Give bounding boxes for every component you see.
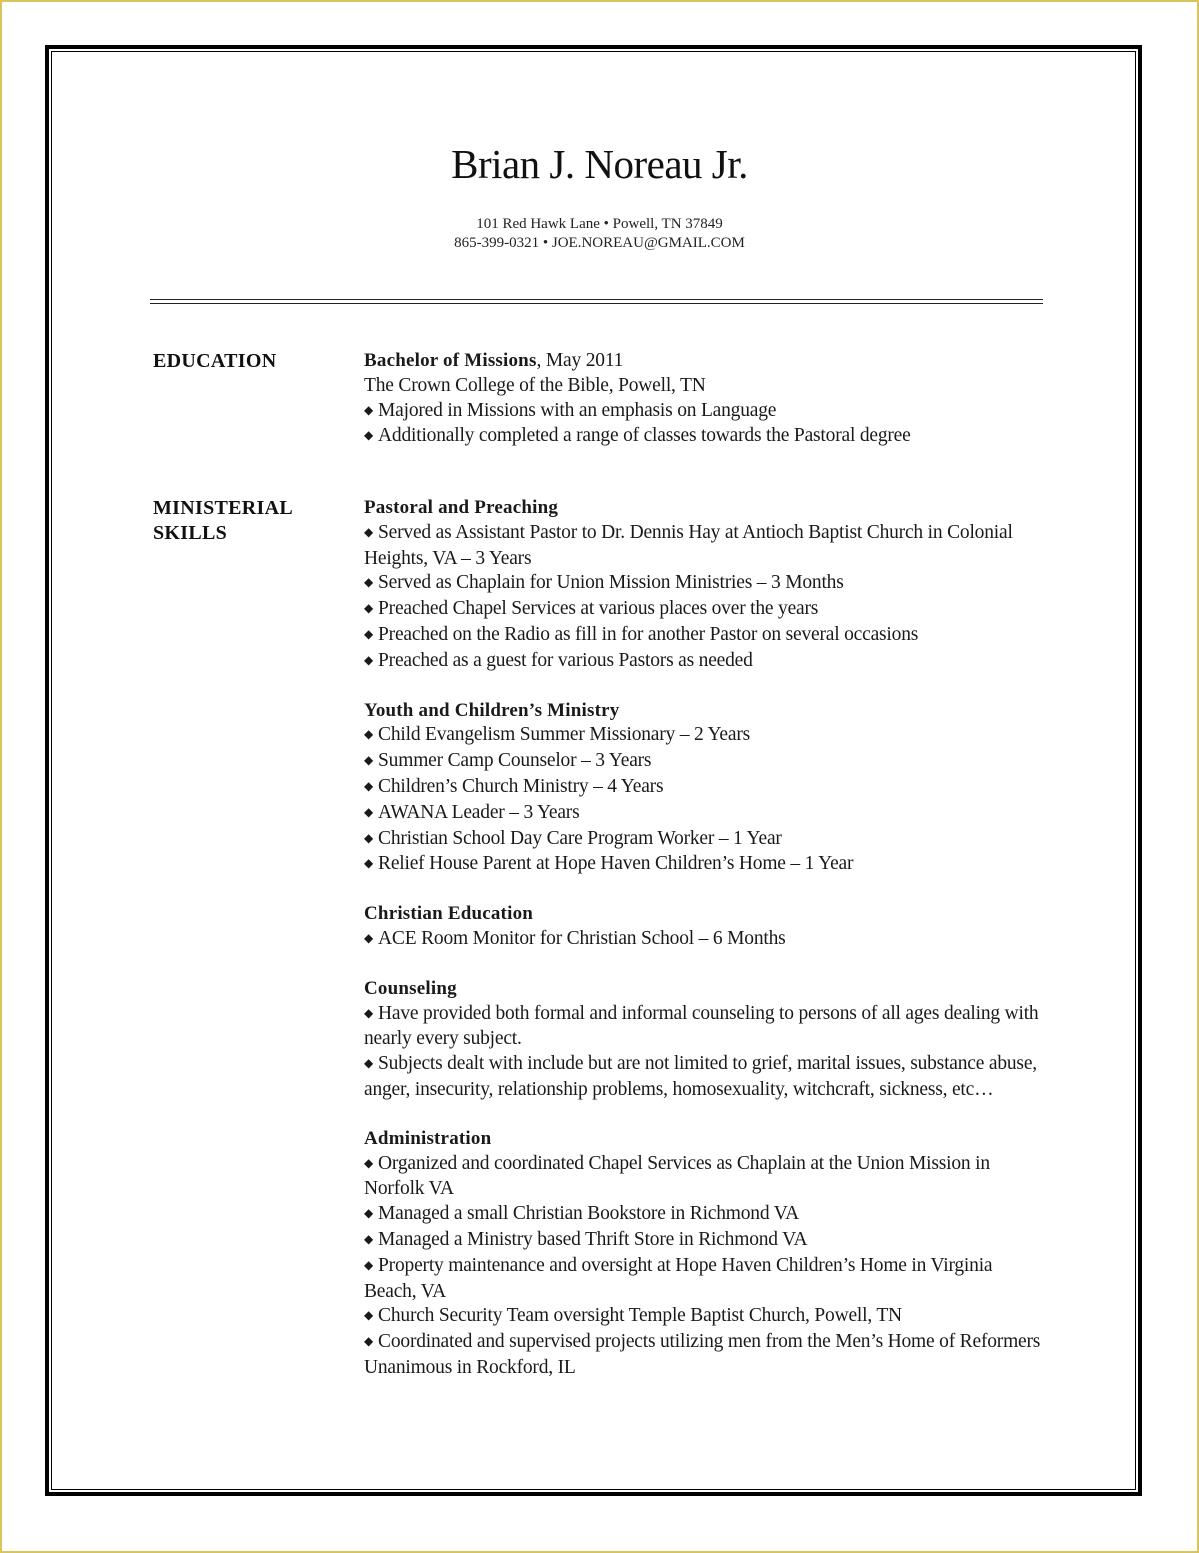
- counseling-bullet: ◆ Subjects dealt with include but are not limited to grief, marital issues, substance abuse, anger, insecurity, relationship problems, homosexuality, witchcraft, sickness, etc…: [364, 1052, 1044, 1103]
- youth-title: Youth and Children’s Ministry: [364, 699, 620, 721]
- skills-heading-line1: MINISTERIAL: [153, 497, 293, 519]
- skills-heading: [153, 496, 293, 546]
- header-rule-bottom: [150, 303, 1043, 304]
- education-heading: EDUCATION: [153, 350, 277, 372]
- education-bullet: ◆ Additionally completed a range of classes towards the Pastoral degree: [364, 424, 1044, 450]
- education-bullet: ◆ Majored in Missions with an emphasis on Language: [364, 399, 1044, 425]
- counseling-title: Counseling: [364, 977, 457, 999]
- degree-title: Bachelor of Missions: [364, 350, 537, 371]
- header-rule-top: [150, 299, 1043, 300]
- pastoral-bullet: ◆ Preached on the Radio as fill in for another Pastor on several occasions: [364, 623, 1044, 649]
- degree-date: , May 2011: [536, 350, 624, 371]
- resume-name: Brian J. Noreau Jr.: [451, 141, 748, 187]
- skills-section: [364, 496, 1044, 1381]
- pastoral-bullet: ◆ Served as Assistant Pastor to Dr. Dennis Hay at Antioch Baptist Church in Colonial Heights, VA – 3 Years: [364, 521, 1044, 572]
- education-degree-line: [364, 349, 1044, 374]
- youth-bullet: ◆ AWANA Leader – 3 Years: [364, 801, 1044, 827]
- counseling-bullet: ◆ Have provided both formal and informal counseling to persons of all ages dealing with nearly every subject.: [364, 1002, 1044, 1053]
- skills-heading-line2: SKILLS: [153, 522, 228, 544]
- pastoral-bullet: ◆ Preached Chapel Services at various places over the years: [364, 597, 1044, 623]
- administration-bullet: ◆ Managed a small Christian Bookstore in Richmond VA: [364, 1202, 1044, 1228]
- youth-bullet: ◆ Summer Camp Counselor – 3 Years: [364, 749, 1044, 775]
- administration-bullet: ◆ Church Security Team oversight Temple Baptist Church, Powell, TN: [364, 1304, 1044, 1330]
- administration-bullet: ◆ Property maintenance and oversight at Hope Haven Children’s Home in Virginia Beach, VA: [364, 1254, 1044, 1305]
- administration-title: Administration: [364, 1127, 492, 1149]
- pastoral-title: Pastoral and Preaching: [364, 497, 559, 518]
- phone-email-line: 865-399-0321 • JOE.NOREAU@GMAIL.COM: [454, 235, 745, 251]
- youth-bullet: ◆ Child Evangelism Summer Missionary – 2 Years: [364, 723, 1044, 749]
- youth-bullet: ◆ Children’s Church Ministry – 4 Years: [364, 775, 1044, 801]
- christian-ed-title: Christian Education: [364, 903, 534, 925]
- education-section: [364, 349, 1044, 450]
- pastoral-bullet: ◆ Served as Chaplain for Union Mission Ministries – 3 Months: [364, 571, 1044, 597]
- youth-bullet: ◆ Relief House Parent at Hope Haven Children’s Home – 1 Year: [364, 852, 1044, 878]
- christian-ed-bullet: ◆ ACE Room Monitor for Christian School – 6 Months: [364, 927, 1044, 953]
- education-school: The Crown College of the Bible, Powell, TN: [364, 374, 706, 396]
- address-line: 101 Red Hawk Lane • Powell, TN 37849: [476, 216, 723, 232]
- administration-bullet: ◆ Managed a Ministry based Thrift Store in Richmond VA: [364, 1228, 1044, 1254]
- youth-bullet: ◆ Christian School Day Care Program Worker – 1 Year: [364, 827, 1044, 853]
- pastoral-bullet: ◆ Preached as a guest for various Pastors as needed: [364, 649, 1044, 675]
- administration-bullet: ◆ Coordinated and supervised projects utilizing men from the Men’s Home of Reformers Unanimous in Rockford, IL: [364, 1330, 1044, 1381]
- administration-bullet: ◆ Organized and coordinated Chapel Services as Chaplain at the Union Mission in Norfolk VA: [364, 1152, 1044, 1203]
